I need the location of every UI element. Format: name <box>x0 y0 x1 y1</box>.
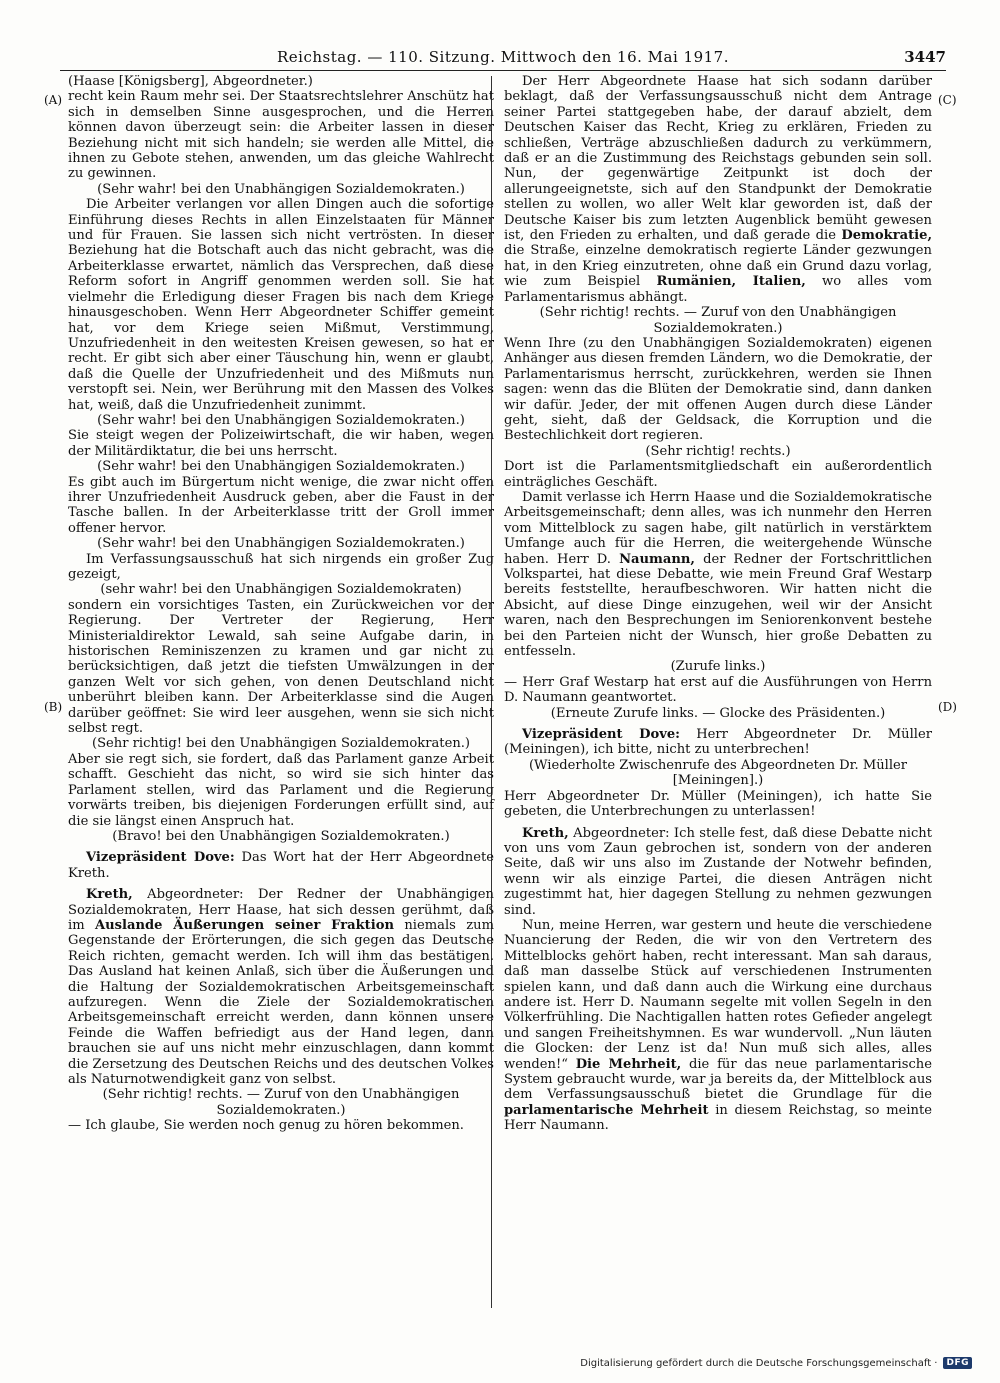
paragraph: Im Verfassungsausschuß hat sich nirgends ein großer Zug gezeigt, <box>68 551 494 582</box>
paragraph: Aber sie regt sich, sie fordert, daß das Parlament ganze Arbeit schafft. Geschieht das nicht, so wird sie sich hinter das Parlament stellen, wird das Parlament und die Regierung vorwärts treiben, bis diejenigen Forderungen erfüllt sind, auf die sie längst einen Anspruch hat. <box>68 751 494 829</box>
text-run: in diesem Reichstag, so meinte Herr Naumann. <box>504 1102 933 1134</box>
speech-vizepraesident <box>504 727 932 758</box>
paragraph <box>504 74 932 305</box>
speech-vizepraesident <box>68 850 494 881</box>
speaker-name: Vizepräsident Dove: <box>86 850 235 866</box>
text-run: der Redner der Fortschrittlichen Volkspartei, hat diese Debatte, wie mein Freund Graf Westarp bereits feststellte, heraufbeschworen. Wir hatten nicht die Absicht, auf diese Dinge einzugehen, weil wir der Ansicht waren, nach den Besprechungen im Seniorenkonvent bestehe bei den Parteien nicht der Wunsch, hier große Debatten zu entfesseln. <box>504 551 933 660</box>
digitization-footer <box>580 1357 972 1369</box>
speaker-reference: (Haase [Königsberg], Abgeordneter.) <box>68 74 313 89</box>
interjection: (Sehr wahr! bei den Unabhängigen Sozialdemokraten.) <box>97 412 465 428</box>
speech-text: Das Wort hat der Herr Abgeordnete Kreth. <box>68 850 494 881</box>
paragraph: — Herr Graf Westarp hat erst auf die Ausführungen von Herrn D. Naumann geantwortet. <box>504 674 932 706</box>
page-number: 3447 <box>904 48 946 66</box>
speaker-name: Kreth, <box>522 825 569 841</box>
dfg-logo: DFG <box>943 1357 972 1369</box>
text-run: Der Herr Abgeordnete Haase hat sich sodann darüber beklagt, daß der Verfassungsausschuß nicht dem Antrage seiner Partei stattgegeben habe, der darauf abzielt, dem Deutschen Kaiser das Recht, Krieg zu erklären, Frieden zu schließen, Verträge abzuschließen dadurch zu verkümmern, daß er an die Zustimmung des Reichstags gebunden sein soll. Nun, der gegenwärtige Zeitpunkt ist doch der allerungeeignetste, sich auf den Standpunkt der Demokratie stellen zu wollen, wo aller Welt klar geworden ist, daß der Deutsche Kaiser bis zum letzten Augenblick bemüht gewesen ist, den Frieden zu erhalten, und daß gerade die <box>504 74 932 244</box>
right-column <box>504 74 932 1134</box>
interjection: (Sehr wahr! bei den Unabhängigen Sozialdemokraten.) <box>97 459 465 475</box>
speech-kreth <box>68 887 494 1087</box>
margin-marker-c: (C) <box>938 93 957 107</box>
interjection: (sehr wahr! bei den Unabhängigen Sozialdemokraten) <box>100 582 462 598</box>
paragraph: recht kein Raum mehr sei. Der Staatsrechtslehrer Anschütz hat sich in demselben Sinne ausgesprochen, und die Herren können davon überzeugt sein: die Arbeiter lassen in dieser Beziehung nicht mit sich handeln; sie werden alle Mittel, die ihnen zu Gebote stehen, anwenden, um das gleiche Wahlrecht zu gewinnen. <box>68 89 494 182</box>
paragraph: Dort ist die Parlamentsmitgliedschaft ein außerordentlich einträgliches Geschäft. <box>504 459 932 490</box>
paragraph: Sie steigt wegen der Polizeiwirtschaft, die wir haben, wegen der Militärdiktatur, die bei uns herrscht. <box>68 428 494 459</box>
emphasis: Die Mehrheit, <box>575 1056 682 1072</box>
speaker-name: Kreth, <box>86 887 133 903</box>
interjection: (Sehr richtig! bei den Unabhängigen Sozialdemokraten.) <box>91 736 471 752</box>
text-run: Nun, meine Herren, war gestern und heute die verschiedene Nuancierung der Reden, die wir von den Vertretern des Mittelblocks gehört haben, recht interessant. Man sah daraus, daß man dasselbe Stück auf verschiedenen Instrumenten spielen kann, und daß dann auch die Wirkung eine durchaus andere ist. Herr D. Naumann segelte mit vollen Segeln in den Völkerfrühling. Die Nachtigallen hatten rotes Gefieder angelegt und sangen Freiheitshymnen. Es war wundervoll. „Nun läuten die Glocken: der Lenz ist da! Nun muß sich alles, alles wenden!“ <box>504 917 932 1072</box>
interjection: (Zurufe links.) <box>670 659 766 675</box>
speaker-name: Vizepräsident Dove: <box>522 727 681 743</box>
paragraph <box>504 490 932 659</box>
interjection: (Sehr richtig! rechts.) <box>645 443 791 459</box>
paragraph: Wenn Ihre (zu den Unabhängigen Sozialdemokraten) eigenen Anhänger aus diesen fremden Ländern, wo die Demokratie, der Parlamentarismus herrscht, zurückkehren, werden sie Ihnen sagen: wenn das die Blüten der Demokratie sind, dann danken wir dafür. Jeder, der mit offenen Augen durch diese Länder geht, sieht, daß der Geldsack, die Korruption und die Bestechlichkeit dort regieren. <box>504 335 932 444</box>
interjection: (Wiederholte Zwischenrufe des Abgeordneten Dr. Müller [Meiningen].) <box>528 757 908 789</box>
emphasis: Naumann, <box>619 551 695 567</box>
interjection: (Bravo! bei den Unabhängigen Sozialdemokraten.) <box>112 828 450 844</box>
interjection: (Sehr wahr! bei den Unabhängigen Sozialdemokraten.) <box>97 536 465 552</box>
running-header <box>60 46 946 71</box>
emphasis: Auslande Äußerungen seiner Fraktion <box>95 917 394 933</box>
emphasis: parlamentarische Mehrheit <box>504 1102 709 1118</box>
margin-marker-a: (A) <box>44 93 63 107</box>
text-run: die Straße, einzelne demokratisch regierte Länder gezwungen hat, in den Krieg einzutreten, ohne daß ein Grund dazu vorlag, wie zum Beispiel <box>504 243 932 290</box>
interjection: (Sehr wahr! bei den Unabhängigen Sozialdemokraten.) <box>97 181 465 197</box>
emphasis: Demokratie, <box>841 228 932 244</box>
paragraph: Die Arbeiter verlangen vor allen Dingen auch die sofortige Einführung dieses Rechts in allen Einzelstaaten für Männer und für Frauen. Sie lassen sich nicht vertrösten. In dieser Beziehung hat die Botschaft auch das nicht gebracht, was die Arbeiterklasse erwartet, nämlich das Versprechen, daß diese Reform sofort in Angriff genommen werden soll. Sie hat vielmehr die Erledigung dieser Fragen bis nach dem Kriege hinausgeschoben. Wenn Herr Abgeordneter Schiffer gemeint hat, vor dem Kriege seien Mißmut, Verstimmung, Unzufriedenheit in den weitesten Kreisen gewesen, so hat er recht. Er gibt sich aber einer Täuschung hin, wenn er glaubt, daß die Quelle der Unzufriedenheit und des Mißmuts nun verstopft sei. Nein, wer Berührung mit den Massen des Volkes hat, weiß, daß die Unzufriedenheit zunimmt. <box>68 197 494 413</box>
paragraph: sondern ein vorsichtiges Tasten, ein Zurückweichen vor der Regierung. Der Vertreter der Regierung, Herr Ministerialdirektor Lewald, sah seine Aufgabe darin, in historischen Reminiszenzen zu kramen und gar nicht zu berücksichtigen, daß jetzt die tiefsten Umwälzungen in der ganzen Welt vor sich gehen, von denen Deutschland nicht unberührt bleiben kann. Der Arbeiterklasse sind die Augen darüber geöffnet: Sie wird leer ausgehen, wenn sie sich nicht selbst regt. <box>68 597 494 737</box>
text-run: Damit verlasse ich Herrn Haase und die Sozialdemokratische Arbeitsgemeinschaft; denn alles, was ich nunmehr den Herren vom Mittelblock zu sagen habe, gilt natürlich in verstärktem Umfange auch für die Herren, die weitergehende Wünsche haben. Herr D. <box>504 489 932 567</box>
speech-text: niemals zum Gegenstande der Erörterungen, die sich gegen das Deutsche Reich richten, gemacht werden. Ich will ihm das bestätigen. Das Ausland hat keinen Anlaß, sich über die Äußerungen und die Haltung der Sozialdemokratischen Arbeitsgemeinschaft aufzuregen. Wenn die Ziele der Sozialdemokratischen Arbeitsgemeinschaft erreicht werden, dann können unsere Feinde die Waffen befriedigt aus der Hand legen, dann brauchen sie auf uns nicht mehr einzuschlagen, dann kommt die Zersetzung des Deutschen Reichs und des deutschen Volkes als Naturnotwendigkeit ganz von selbst. <box>68 917 494 1087</box>
paragraph: Es gibt auch im Bürgertum nicht wenige, die zwar nicht offen ihrer Unzufriedenheit Ausdruck geben, aber die Faust in der Tasche ballen. In der Arbeiterklasse tritt der Groll immer offener hervor. <box>68 474 494 536</box>
footer-text: Digitalisierung gefördert durch die Deutsche Forschungsgemeinschaft · <box>580 1357 938 1369</box>
paragraph <box>504 918 932 1134</box>
text-run: wo alles vom Parlamentarismus abhängt. <box>504 274 932 305</box>
margin-marker-d: (D) <box>938 700 957 714</box>
paragraph: — Ich glaube, Sie werden noch genug zu hören bekommen. <box>68 1118 464 1134</box>
interjection: (Sehr richtig! rechts. — Zuruf von den Unabhängigen Sozialdemokraten.) <box>102 1087 460 1118</box>
speech-text: Herr Abgeordneter Dr. Müller (Meiningen), ich bitte, nicht zu unterbrechen! <box>504 727 932 758</box>
paragraph: Herr Abgeordneter Dr. Müller (Meiningen), ich hatte Sie gebeten, die Unterbrechungen zu unterlassen! <box>504 788 932 820</box>
speech-text: Abgeordneter: Ich stelle fest, daß diese Debatte nicht von uns vom Zaun gebrochen ist, sondern von der anderen Seite, daß wir uns also im Zustande der Notwehr befinden, wenn wir als einzige Partei, die diesen Anträgen nicht zugestimmt hat, hier dagegen Stellung zu nehmen gezwungen sind. <box>504 825 932 918</box>
text-run: die für das neue parlamentarische System gebraucht wurde, war ja bereits da, der Mittelblock aus dem Verfassungsausschuß bietet die Grundlage für die <box>504 1056 932 1103</box>
header-title: Reichstag. — 110. Sitzung. Mittwoch den 16. Mai 1917. <box>277 48 729 66</box>
margin-marker-b: (B) <box>44 700 63 714</box>
interjection: (Erneute Zurufe links. — Glocke des Präsidenten.) <box>550 705 886 721</box>
emphasis: Rumänien, Italien, <box>656 274 806 290</box>
interjection: (Sehr richtig! rechts. — Zuruf von den Unabhängigen Sozialdemokraten.) <box>539 305 897 336</box>
speech-text: Abgeordneter: Der Redner der Unabhängigen Sozialdemokraten, Herr Haase, hat sich dessen gerühmt, daß im <box>68 887 494 933</box>
speech-kreth <box>504 826 932 918</box>
left-column <box>68 74 494 1134</box>
